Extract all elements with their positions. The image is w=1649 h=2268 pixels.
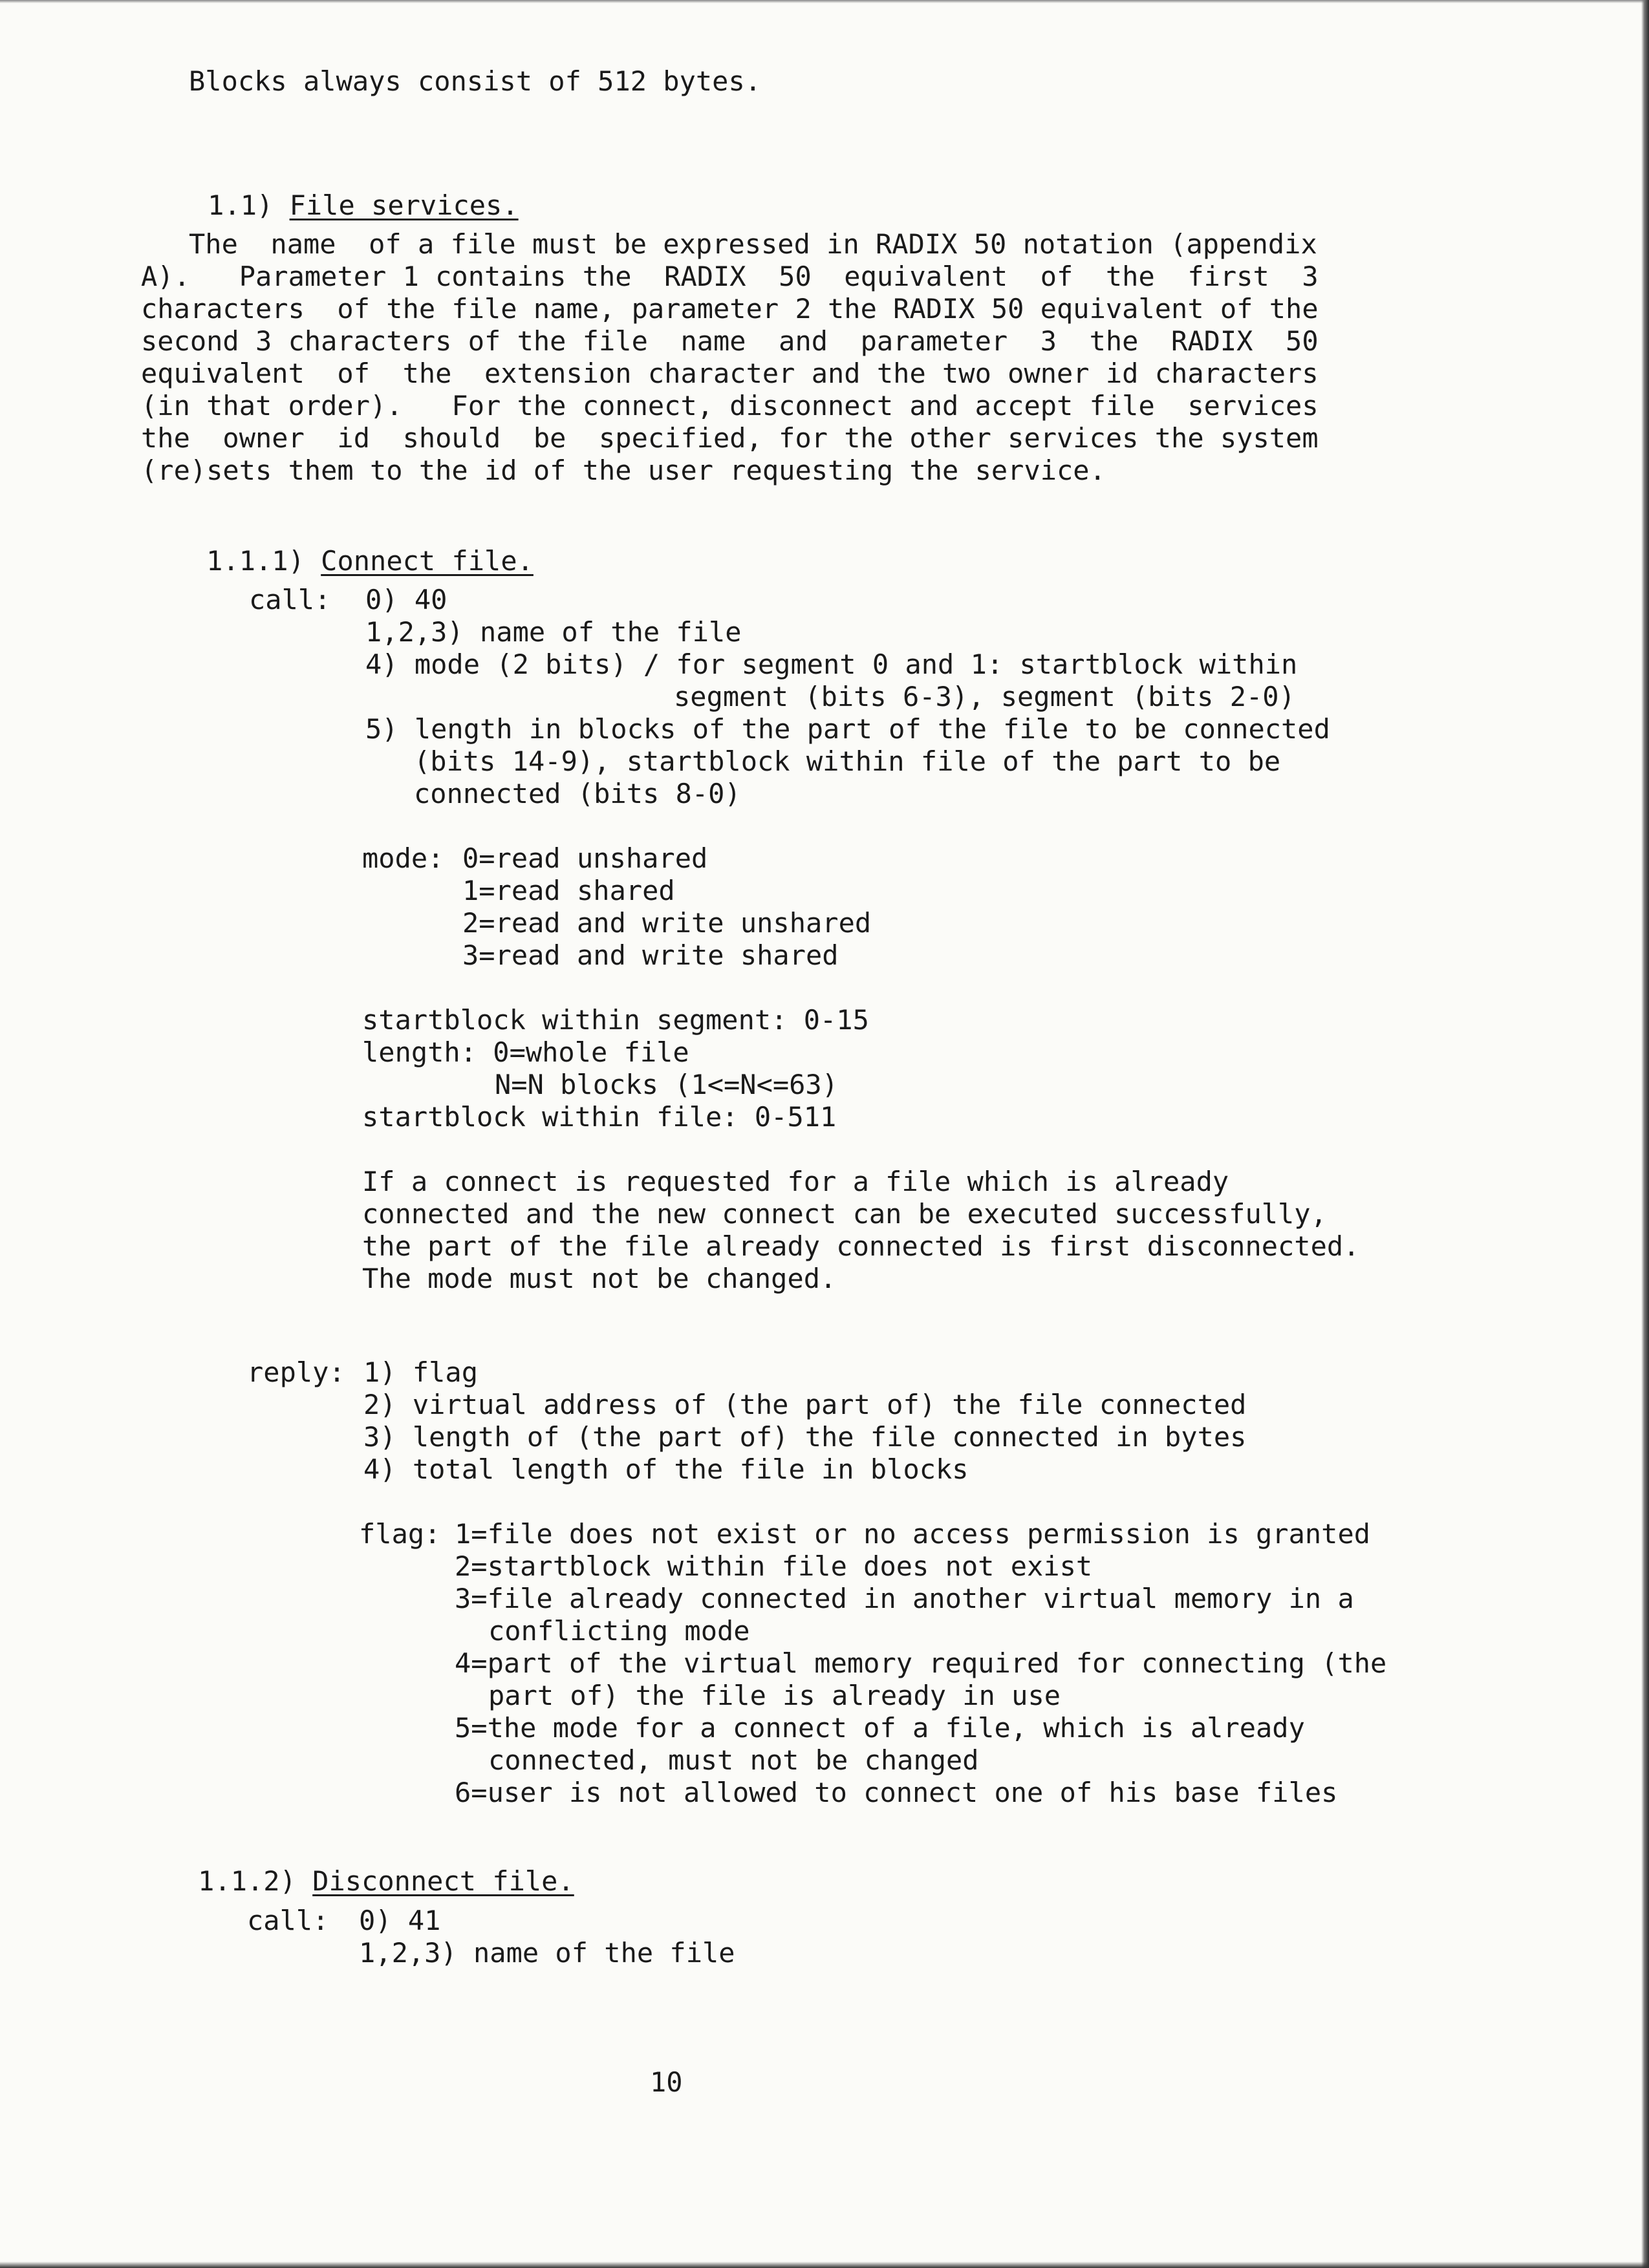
flag-label: flag: bbox=[359, 1518, 441, 1550]
reply-line: 1) flag bbox=[363, 1356, 479, 1388]
flag-line: conflicting mode bbox=[488, 1615, 750, 1647]
note-line: If a connect is requested for a file which is already bbox=[362, 1166, 1229, 1197]
section-title: Disconnect file. bbox=[312, 1865, 574, 1897]
flag-line: 5=the mode for a connect of a file, which is already bbox=[455, 1712, 1305, 1744]
section-heading-1-1-1 bbox=[141, 520, 534, 602]
call-label: call: bbox=[249, 584, 331, 615]
call-line: 5) length in blocks of the part of the file to be connected bbox=[365, 713, 1330, 745]
mode-line: 0=read unshared bbox=[462, 842, 708, 874]
paragraph-line: equivalent of the extension character and the two owner id characters bbox=[141, 358, 1319, 389]
mode-line: 1=read shared bbox=[462, 875, 675, 906]
call-line: 1,2,3) name of the file bbox=[365, 616, 742, 648]
call-line: 1,2,3) name of the file bbox=[359, 1937, 735, 1969]
reply-line: 3) length of (the part of) the file connected in bytes bbox=[363, 1421, 1247, 1453]
page-edge-top bbox=[0, 0, 1649, 3]
section-title: Connect file. bbox=[321, 545, 534, 577]
page-edge-right bbox=[1641, 0, 1649, 2268]
flag-line: 1=file does not exist or no access permission is granted bbox=[455, 1518, 1371, 1550]
param-line: N=N blocks (1<=N<=63) bbox=[495, 1069, 839, 1100]
page-number: 10 bbox=[650, 2066, 683, 2098]
flag-line: 4=part of the virtual memory required for connecting (the bbox=[455, 1647, 1387, 1679]
call-label: call: bbox=[247, 1905, 329, 1936]
intro-text: Blocks always consist of 512 bytes. bbox=[189, 65, 762, 97]
reply-line: 2) virtual address of (the part of) the file connected bbox=[363, 1389, 1247, 1420]
paragraph-line: A). Parameter 1 contains the RADIX 50 equivalent of the first 3 bbox=[141, 261, 1319, 292]
flag-line: 6=user is not allowed to connect one of his base files bbox=[455, 1777, 1338, 1808]
note-line: The mode must not be changed. bbox=[362, 1263, 837, 1294]
param-line: startblock within segment: 0-15 bbox=[362, 1004, 869, 1036]
flag-line: part of) the file is already in use bbox=[488, 1680, 1061, 1711]
section-number: 1.1) bbox=[208, 189, 274, 221]
section-title: File services. bbox=[289, 189, 519, 221]
param-line: length: 0=whole file bbox=[362, 1036, 689, 1068]
call-line: 4) mode (2 bits) / for segment 0 and 1: startblock within bbox=[365, 648, 1298, 680]
paragraph-line: (re)sets them to the id of the user requesting the service. bbox=[141, 455, 1106, 486]
call-line: connected (bits 8-0) bbox=[414, 778, 741, 809]
flag-line: 3=file already connected in another virtual memory in a bbox=[455, 1583, 1354, 1614]
flag-line: connected, must not be changed bbox=[488, 1744, 979, 1776]
reply-line: 4) total length of the file in blocks bbox=[363, 1453, 969, 1485]
mode-line: 3=read and write shared bbox=[462, 939, 839, 971]
reply-label: reply: bbox=[247, 1356, 345, 1388]
page-edge-bottom bbox=[0, 2262, 1649, 2268]
call-line: 0) 40 bbox=[365, 584, 447, 615]
section-number: 1.1.2) bbox=[198, 1865, 296, 1897]
flag-line: 2=startblock within file does not exist bbox=[455, 1550, 1093, 1582]
mode-line: 2=read and write unshared bbox=[462, 907, 872, 939]
call-line: 0) 41 bbox=[359, 1905, 441, 1936]
param-line: startblock within file: 0-511 bbox=[362, 1101, 837, 1133]
paragraph-line: second 3 characters of the file name and parameter 3 the RADIX 50 bbox=[141, 325, 1319, 357]
section-heading-1-1-2 bbox=[133, 1841, 574, 1922]
paragraph-line: characters of the file name, parameter 2 the RADIX 50 equivalent of the bbox=[141, 293, 1319, 325]
mode-label: mode: bbox=[362, 842, 444, 874]
paragraph-line: (in that order). For the connect, disconnect and accept file services bbox=[141, 390, 1319, 422]
call-line: (bits 14-9), startblock within file of the part to be bbox=[414, 745, 1281, 777]
section-number: 1.1.1) bbox=[206, 545, 305, 577]
paragraph-line: the owner id should be specified, for the other services the system bbox=[141, 422, 1319, 454]
note-line: connected and the new connect can be executed successfully, bbox=[362, 1198, 1327, 1230]
paragraph-line: The name of a file must be expressed in RADIX 50 notation (appendix bbox=[189, 228, 1317, 260]
note-line: the part of the file already connected is first disconnected. bbox=[362, 1230, 1360, 1262]
call-line: segment (bits 6-3), segment (bits 2-0) bbox=[674, 681, 1295, 712]
